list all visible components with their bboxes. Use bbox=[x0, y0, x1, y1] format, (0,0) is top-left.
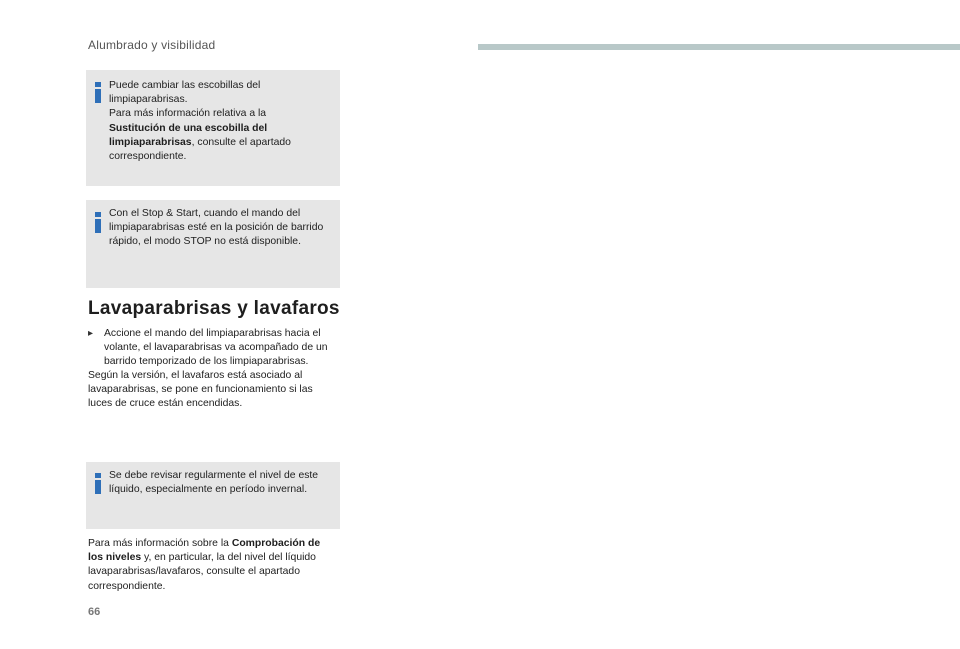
section-title: Lavaparabrisas y lavafaros bbox=[88, 298, 340, 319]
info-box-fluid-level bbox=[86, 462, 340, 529]
info-icon bbox=[95, 212, 101, 233]
info-icon bbox=[95, 473, 101, 494]
paragraph-headlamp-wash: Según la versión, el lavafaros está asociado al lavaparabrisas, se pone en funcionamiento si las luces de cruce están encendidas. bbox=[88, 370, 313, 410]
info-icon bbox=[95, 82, 101, 103]
bullet-arrow-icon: ▸ bbox=[88, 328, 94, 339]
instruction-bullet: ▸ Accione el mando del limpiaparabrisas hacia el volante, el lavaparabrisas va acompañado de un barrido temporizado de los limpiaparabrisas. bbox=[88, 328, 328, 368]
info-box-stop-start bbox=[86, 200, 340, 288]
info-box-text: Puede cambiar las escobillas del limpiaparabrisas. Para más información relativa a la Sustitución de una escobilla del limpiaparabrisas, consulte el apartado correspondiente. bbox=[109, 80, 291, 163]
info-box-text: Con el Stop & Start, cuando el mando del limpiaparabrisas esté en la posición de barrido rápido, el modo STOP no está disponible. bbox=[109, 208, 324, 248]
info-box-wiper-blades bbox=[86, 70, 340, 186]
info-box-text: Se debe revisar regularmente el nivel de este líquido, especialmente en período invernal. bbox=[109, 470, 319, 496]
page-number: 66 bbox=[88, 606, 101, 618]
paragraph-levels-check: Para más información sobre la Comprobación de los niveles y, en particular, la del nivel del líquido lavaparabrisas/lavafaros, consulte el apartado correspondiente. bbox=[88, 538, 321, 592]
chapter-title: Alumbrado y visibilidad bbox=[88, 38, 216, 52]
header-bar bbox=[478, 44, 960, 50]
